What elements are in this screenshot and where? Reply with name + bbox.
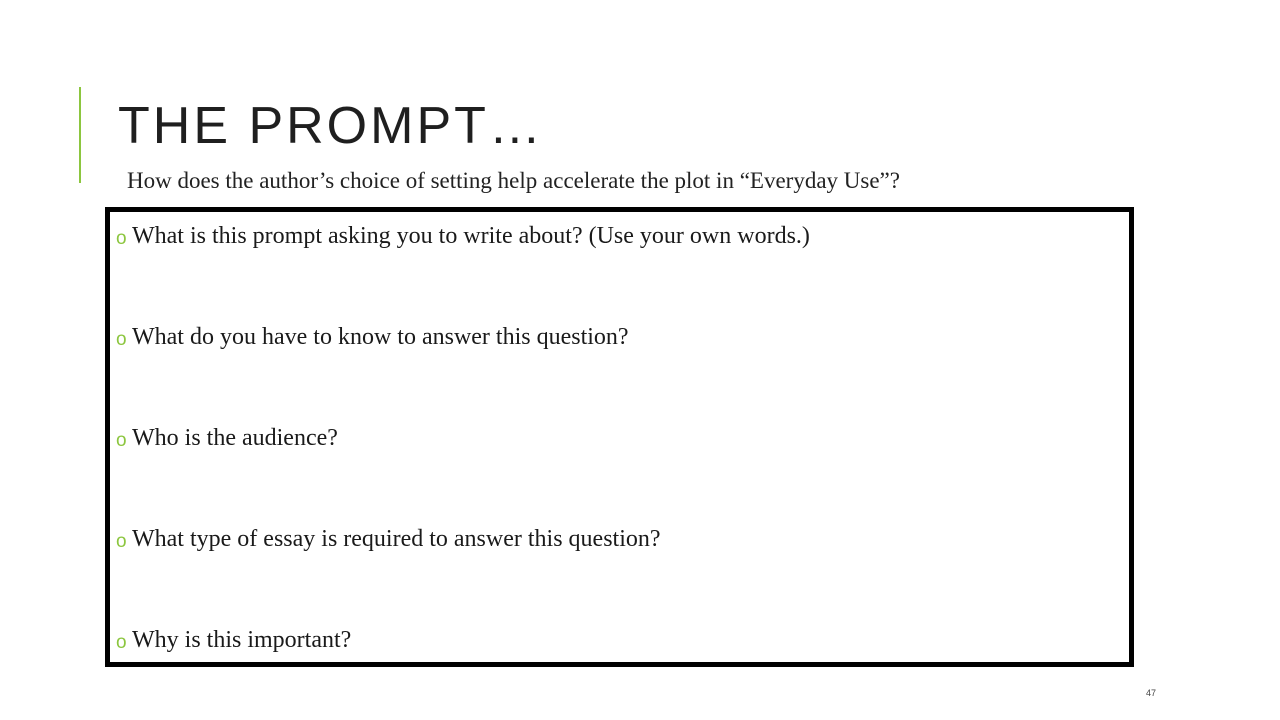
question-item-4 bbox=[116, 522, 661, 556]
bullet-icon: o bbox=[116, 631, 127, 653]
question-list bbox=[116, 212, 1129, 662]
question-text: What is this prompt asking you to write about? (Use your own words.) bbox=[132, 222, 810, 249]
bullet-icon: o bbox=[116, 328, 127, 350]
bullet-icon: o bbox=[116, 530, 127, 552]
slide-title: THE PROMPT… bbox=[118, 97, 544, 155]
title-accent-bar bbox=[79, 87, 81, 183]
bullet-icon: o bbox=[116, 429, 127, 451]
question-text: What do you have to know to answer this question? bbox=[132, 323, 629, 350]
question-text: Why is this important? bbox=[132, 626, 352, 653]
question-item-1 bbox=[116, 219, 810, 253]
question-text: Who is the audience? bbox=[132, 424, 338, 451]
question-item-2 bbox=[116, 320, 629, 354]
page-number: 47 bbox=[1146, 688, 1157, 698]
question-item-3 bbox=[116, 421, 338, 455]
prompt-question: How does the author’s choice of setting help accelerate the plot in “Everyday Use”? bbox=[127, 168, 900, 193]
question-text: What type of essay is required to answer this question? bbox=[132, 525, 661, 552]
question-item-5 bbox=[116, 623, 351, 657]
question-box bbox=[105, 207, 1134, 667]
bullet-icon: o bbox=[116, 227, 127, 249]
